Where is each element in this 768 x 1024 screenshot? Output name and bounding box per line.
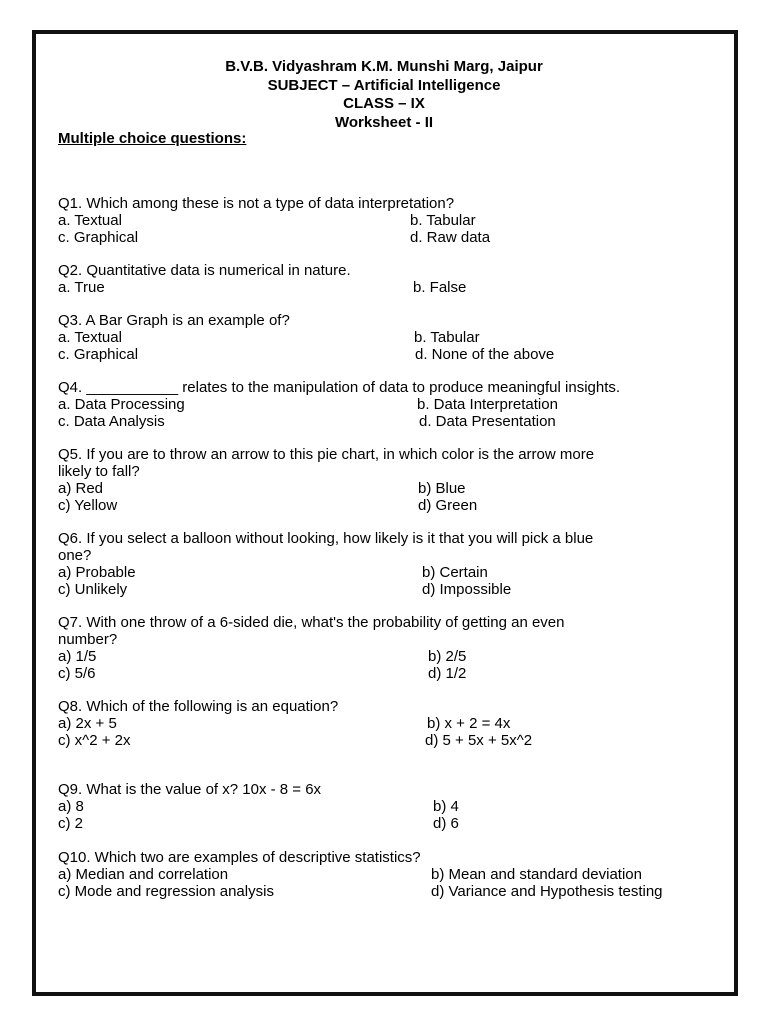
worksheet-title: Worksheet - II xyxy=(334,113,434,131)
question-stem: Q5. If you are to throw an arrow to this pie chart, in which color is the arrow more likely to fall? xyxy=(58,446,595,480)
option-c: c) x^2 + 2x xyxy=(58,732,131,749)
worksheet-header xyxy=(0,58,768,132)
question-stem: Q9. What is the value of x? 10x - 8 = 6x xyxy=(58,781,322,798)
option-d: d) Impossible xyxy=(422,581,512,598)
question-8 xyxy=(58,698,658,749)
question-3 xyxy=(58,312,658,363)
option-b: b) Blue xyxy=(418,480,466,497)
option-a: a) 8 xyxy=(58,798,84,815)
option-a: a) Probable xyxy=(58,564,136,581)
question-2 xyxy=(58,262,658,296)
question-stem: Q7. With one throw of a 6-sided die, what's the probability of getting an even number? xyxy=(58,614,565,648)
question-10 xyxy=(58,849,698,900)
option-b: b) 4 xyxy=(433,798,459,815)
section-title: Multiple choice questions: xyxy=(58,130,247,147)
option-b: b. Tabular xyxy=(410,212,476,229)
question-stem: Q8. Which of the following is an equation? xyxy=(58,698,339,715)
option-d: d. Data Presentation xyxy=(419,413,556,430)
option-c: c) Unlikely xyxy=(58,581,128,598)
option-b: b) Certain xyxy=(422,564,488,581)
option-b: b. Tabular xyxy=(414,329,480,346)
question-stem: Q10. Which two are examples of descriptive statistics? xyxy=(58,849,421,866)
option-d: d) 1/2 xyxy=(428,665,467,682)
option-b: b) 2/5 xyxy=(428,648,467,665)
subject-line: SUBJECT – Artificial Intelligence xyxy=(267,76,501,94)
option-b: b. False xyxy=(413,279,467,296)
option-a: a) 2x + 5 xyxy=(58,715,117,732)
option-c: c. Graphical xyxy=(58,346,139,363)
option-b: b) x + 2 = 4x xyxy=(427,715,511,732)
school-name: B.V.B. Vidyashram K.M. Munshi Marg, Jaipur xyxy=(225,58,543,75)
option-c: c) 5/6 xyxy=(58,665,96,682)
option-a: a) Median and correlation xyxy=(58,866,229,883)
option-c: c) Mode and regression analysis xyxy=(58,883,274,900)
question-5 xyxy=(58,446,623,514)
question-stem: Q4. ___________ relates to the manipulation of data to produce meaningful insights. xyxy=(58,379,621,396)
option-a: a. Textual xyxy=(58,329,122,346)
option-a: a) Red xyxy=(58,480,104,497)
question-4 xyxy=(58,379,698,430)
option-d: d. None of the above xyxy=(415,346,555,363)
option-c: c) 2 xyxy=(58,815,84,832)
option-a: a. Textual xyxy=(58,212,122,229)
option-b: b. Data Interpretation xyxy=(417,396,558,413)
option-d: d) 5 + 5x + 5x^2 xyxy=(425,732,533,749)
option-a: a. Data Processing xyxy=(58,396,185,413)
question-6 xyxy=(58,530,623,598)
option-a: a) 1/5 xyxy=(58,648,97,665)
question-stem: Q6. If you select a balloon without looking, how likely is it that you will pick a blue one? xyxy=(58,530,594,564)
option-d: d. Raw data xyxy=(410,229,491,246)
question-stem: Q2. Quantitative data is numerical in nature. xyxy=(58,262,351,279)
option-d: d) 6 xyxy=(433,815,459,832)
question-1 xyxy=(58,195,658,246)
option-c: c. Data Analysis xyxy=(58,413,165,430)
question-9 xyxy=(58,781,658,832)
question-7 xyxy=(58,614,593,682)
class-line: CLASS – IX xyxy=(343,95,425,112)
option-c: c. Graphical xyxy=(58,229,139,246)
question-stem: Q3. A Bar Graph is an example of? xyxy=(58,312,290,329)
option-d: d) Variance and Hypothesis testing xyxy=(431,883,663,900)
option-b: b) Mean and standard deviation xyxy=(431,866,642,883)
option-d: d) Green xyxy=(418,497,478,514)
question-stem: Q1. Which among these is not a type of data interpretation? xyxy=(58,195,455,212)
option-c: c) Yellow xyxy=(58,497,118,514)
option-a: a. True xyxy=(58,279,105,296)
